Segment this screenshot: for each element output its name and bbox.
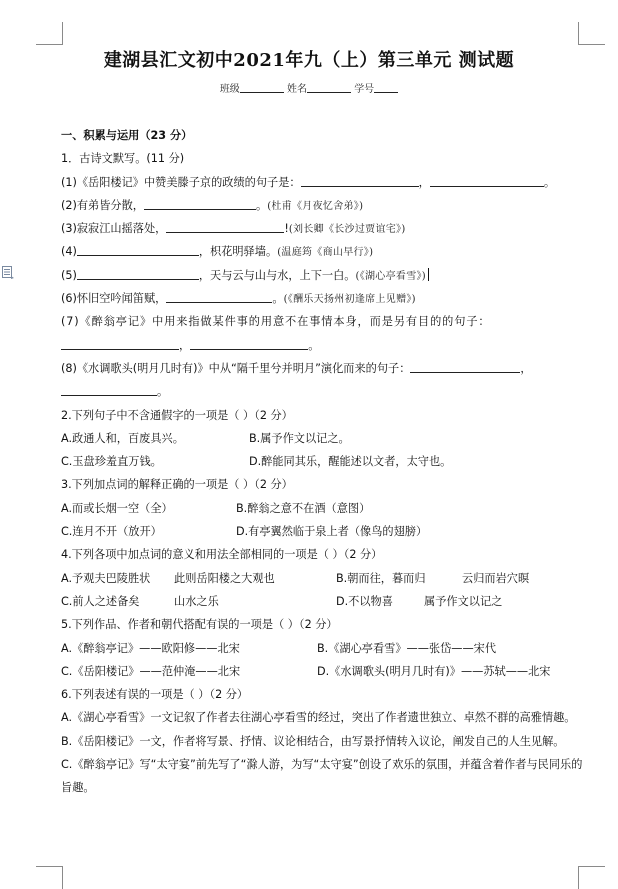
question-6-stem: 6.下列表述有误的一项是（ ）（2 分） — [61, 688, 249, 702]
q1-item-2-text: (2)有弟皆分散， — [61, 198, 144, 212]
q4-option-d-part-2: 属予作文以记之 — [424, 594, 503, 608]
q1-item-1-text: (1)《岳阳楼记》中赞美滕子京的政绩的句子是： — [61, 175, 301, 189]
q1-item-5-text: (5) — [61, 268, 77, 282]
q4-option-b-part-2: 云归而岩穴暝 — [462, 571, 530, 585]
q1-item-4-text: (4) — [61, 245, 77, 259]
q1-item-8 — [61, 357, 583, 380]
class-blank[interactable] — [240, 92, 284, 93]
q1-item-1 — [61, 171, 583, 194]
answer-blank[interactable] — [61, 349, 179, 350]
q1-item-8-text: (8)《水调歌头(明月几时有)》中从“隔千里兮并明月”演化而来的句子： — [61, 361, 411, 375]
q2-options-row-2 — [61, 450, 583, 473]
number-blank[interactable] — [374, 92, 398, 93]
q3-option-d[interactable]: D.有亭翼然临于泉上者（像鸟的翅膀） — [236, 525, 428, 539]
q2-option-c[interactable]: C.玉盘珍羞直万钱。 — [61, 455, 162, 469]
q5-options-row-2 — [61, 660, 583, 683]
q2-options-row-1 — [61, 427, 583, 450]
answer-blank[interactable] — [166, 232, 284, 233]
answer-blank[interactable] — [144, 209, 256, 210]
q1-item-1-end: 。 — [543, 175, 556, 189]
q1-item-5 — [61, 264, 583, 287]
crop-mark-top-left — [36, 22, 63, 45]
document-page-icon[interactable] — [2, 266, 14, 280]
q2-option-b[interactable]: B.属予作文以记之。 — [249, 431, 350, 445]
q6-option-a[interactable]: A.《湖心亭看雪》一文记叙了作者去往湖心亭看雪的经过，突出了作者遗世独立、卓然不群的高雅情趣。 — [61, 711, 576, 725]
name-label: 姓名 — [287, 84, 307, 95]
q3-option-a[interactable]: A.而或长烟一空（全） — [61, 501, 173, 515]
q2-option-d[interactable]: D.醉能同其乐，醒能述以文者，太守也。 — [249, 455, 452, 469]
q3-option-b[interactable]: B.醉翁之意不在酒（意图） — [236, 501, 371, 515]
answer-blank[interactable] — [190, 349, 308, 350]
answer-blank[interactable] — [410, 372, 520, 373]
q4-option-d-part-1[interactable]: D.不以物喜 — [336, 594, 393, 608]
q5-option-c[interactable]: C.《岳阳楼记》——范仲淹——北宋 — [61, 664, 241, 678]
q6-option-c[interactable]: C.《醉翁亭记》写“太守宴”前先写了“滁人游，为写“太守宴”创设了欢乐的氛围，并蕴含着作者与民同乐的旨趣。 — [61, 758, 583, 795]
question-2-stem: 2.下列句子中不含通假字的一项是（ ）（2 分） — [61, 408, 293, 422]
q1-item-5-end: ，天与云与山与水，上下一白。 — [198, 268, 356, 282]
answer-blank[interactable] — [77, 255, 199, 256]
q6-option-b[interactable]: B.《岳阳楼记》一文，作者将写景、抒情、议论相结合，由写景抒情转入议论，阐发自己的人生见解。 — [61, 734, 565, 748]
q1-item-4-end: ，枳花明驿墙。 — [198, 245, 278, 259]
answer-blank[interactable] — [166, 302, 272, 303]
q1-item-2-end: 。 — [255, 198, 268, 212]
q5-option-b[interactable]: B.《湖心亭看雪》——张岱——宋代 — [317, 641, 497, 655]
student-info-line — [0, 80, 618, 95]
class-label: 班级 — [219, 84, 240, 95]
text-cursor — [428, 268, 429, 281]
q1-item-4 — [61, 240, 583, 263]
q4-option-b-part-1[interactable]: B.朝而往，暮而归 — [336, 571, 426, 585]
q4-options-row-1 — [61, 567, 583, 590]
q1-item-7-sep: ， — [179, 338, 191, 352]
q1-item-8-answers — [61, 380, 583, 403]
q1-item-6-end: 。 — [272, 292, 284, 306]
q1-item-2 — [61, 194, 583, 217]
crop-mark-bottom-right — [578, 866, 605, 889]
q5-options-row-1 — [61, 637, 583, 660]
q5-option-a[interactable]: A.《醉翁亭记》——欧阳修——北宋 — [61, 641, 240, 655]
q4-option-c-part-2: 山水之乐 — [174, 594, 219, 608]
question-4-stem: 4.下列各项中加点词的意义和用法全部相同的一项是（ ）（2 分） — [61, 548, 383, 562]
answer-blank[interactable] — [61, 395, 157, 396]
answer-blank[interactable] — [430, 186, 544, 187]
q1-item-3-source: (刘长卿《长沙过贾谊宅》) — [288, 224, 406, 236]
exam-content — [61, 124, 583, 800]
q1-item-8-sep: ， — [520, 361, 532, 375]
question-3-stem: 3.下列加点词的解释正确的一项是（ ）（2 分） — [61, 478, 293, 492]
q1-item-7: (7)《醉翁亭记》中用来指做某件事的用意不在事情本身，而是另有目的的句子： — [61, 315, 491, 329]
q1-item-6 — [61, 287, 583, 310]
q1-item-6-text: (6)怀旧空吟闻笛赋， — [61, 292, 167, 306]
q5-option-d[interactable]: D.《水调歌头(明月几时有)》——苏轼——北宋 — [317, 664, 551, 678]
q4-option-a-part-1[interactable]: A.予观夫巴陵胜状 — [61, 571, 151, 585]
q3-options-row-2 — [61, 520, 583, 543]
q1-item-1-sep: ， — [418, 175, 430, 189]
q1-item-6-source: (《酬乐天扬州初逢席上见赠》) — [283, 294, 416, 306]
crop-mark-bottom-left — [36, 866, 63, 889]
q1-item-7-answers — [61, 334, 583, 357]
q4-option-c-part-1[interactable]: C.前人之述备矣 — [61, 594, 140, 608]
q3-option-c[interactable]: C.连月不开（放开） — [61, 525, 162, 539]
number-label: 学号 — [354, 84, 375, 95]
q1-item-5-source: (《湖心亭看雪》) — [355, 270, 427, 282]
q1-item-3-end: ! — [284, 222, 289, 236]
crop-mark-top-right — [578, 22, 605, 45]
q1-item-3 — [61, 217, 583, 240]
q4-option-a-part-2: 此则岳阳楼之大观也 — [174, 571, 275, 585]
q1-item-3-text: (3)寂寂江山摇落处， — [61, 222, 167, 236]
question-1-stem: 1．古诗文默写。(11 分) — [61, 152, 185, 166]
q1-item-8-end: 。 — [157, 385, 169, 399]
q4-options-row-2 — [61, 590, 583, 613]
page-title: 建湖县汇文初中2021年九（上）第三单元 测试题 — [103, 50, 515, 71]
answer-blank[interactable] — [77, 279, 199, 280]
q1-item-4-source: (温庭筠《商山早行》) — [277, 247, 374, 259]
q1-item-2-source: (杜甫《月夜忆舍弟》) — [267, 200, 364, 212]
question-5-stem: 5.下列作品、作者和朝代搭配有误的一项是（ ）（2 分） — [61, 618, 338, 632]
q1-item-7-end: 。 — [308, 338, 320, 352]
name-blank[interactable] — [307, 92, 351, 93]
answer-blank[interactable] — [301, 186, 419, 187]
q2-option-a[interactable]: A.政通人和，百废具兴。 — [61, 431, 184, 445]
q3-options-row-1 — [61, 497, 583, 520]
section-heading: 一、积累与运用（23 分） — [61, 129, 193, 142]
